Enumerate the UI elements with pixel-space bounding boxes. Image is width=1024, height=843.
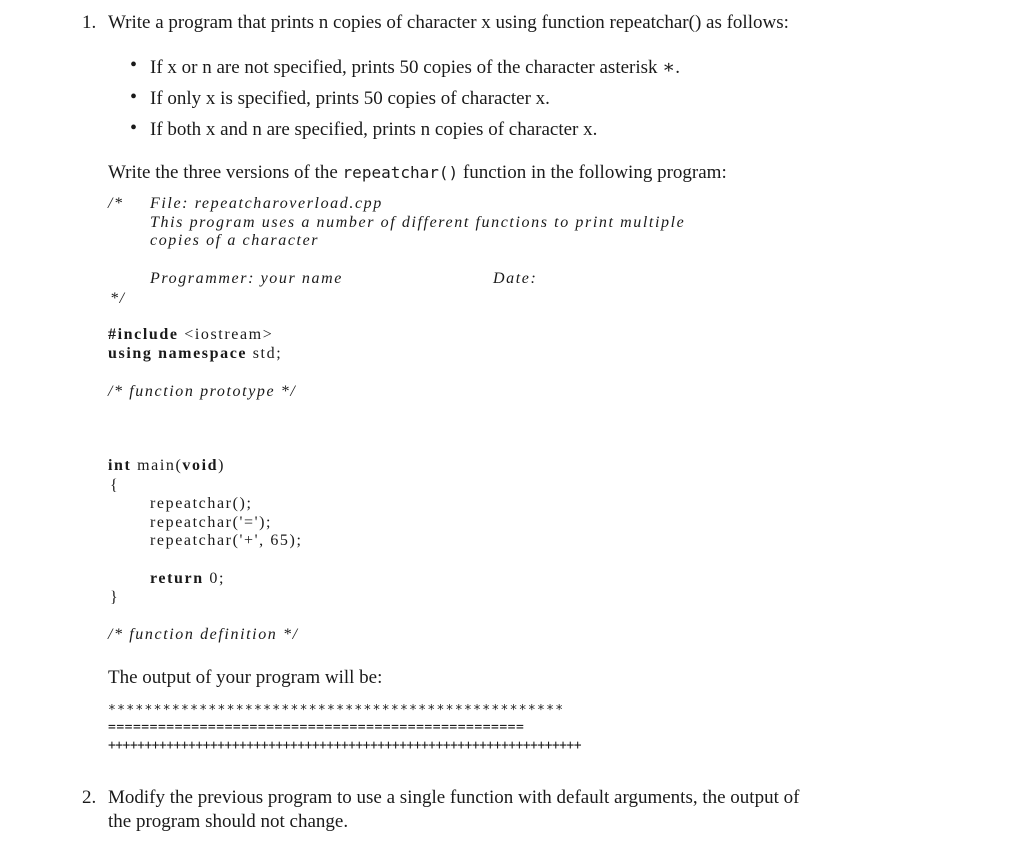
q1-number: 1. [82, 12, 97, 33]
close-brace: } [110, 589, 120, 606]
include-keyword: #include [108, 326, 179, 343]
open-brace: { [110, 477, 120, 494]
instruction-func: repeatchar() [342, 163, 459, 182]
instruction-post: function in the following program: [462, 162, 727, 183]
comment-close: */ [110, 290, 126, 307]
main-signature [108, 457, 225, 475]
date-line: Date: [493, 270, 538, 287]
bullet-dot: • [130, 117, 138, 139]
desc-line-1: This program uses a number of different functions to print multiple [150, 214, 686, 231]
q2-line-1: Modify the previous program to use a single function with default arguments, the output of [108, 787, 800, 808]
output-label: The output of your program will be: [108, 667, 383, 688]
programmer-line: Programmer: your name [150, 270, 343, 287]
prototype-comment: /* function prototype */ [108, 383, 297, 400]
q2-number: 2. [82, 787, 97, 808]
bullet-3: If both x and n are specified, prints n copies of character x. [150, 119, 598, 140]
return-keyword: return [150, 570, 204, 587]
instruction-line [108, 162, 727, 184]
include-line [108, 326, 273, 344]
q2-line-2: the program should not change. [108, 811, 349, 832]
bullet-dot: • [130, 86, 138, 108]
call-3: repeatchar('+', 65); [150, 532, 303, 549]
output-line-plus: +++++++++++++++++++++++++++++++++++++++++++++++++++++++++++++++++ [108, 738, 581, 753]
call-2: repeatchar('='); [150, 514, 273, 531]
return-line [150, 570, 225, 588]
using-namespace: std; [252, 345, 283, 362]
definition-comment: /* function definition */ [108, 626, 299, 643]
file-line: File: repeatcharoverload.cpp [150, 195, 383, 212]
bullet-1: If x or n are not specified, prints 50 copies of the character asterisk ∗. [150, 57, 680, 78]
main-name: main( [137, 457, 183, 474]
output-line-equals: ================================================== [108, 720, 525, 735]
using-keyword: using namespace [108, 345, 248, 362]
main-close: ) [218, 457, 226, 474]
bullet-dot: • [130, 54, 138, 76]
return-value: 0; [209, 570, 226, 587]
output-line-asterisks: ************************************************** [108, 703, 565, 718]
bullet-2: If only x is specified, prints 50 copies of character x. [150, 88, 550, 109]
q1-intro: Write a program that prints n copies of character x using function repeatchar() as follows: [108, 12, 789, 33]
include-header: <iostream> [184, 326, 274, 343]
call-1: repeatchar(); [150, 495, 253, 512]
using-line [108, 345, 282, 363]
void-keyword: void [182, 457, 219, 474]
comment-open: /* [108, 195, 124, 212]
int-keyword: int [108, 457, 132, 474]
instruction-pre: Write the three versions of the [108, 162, 338, 183]
desc-line-2: copies of a character [150, 232, 320, 249]
